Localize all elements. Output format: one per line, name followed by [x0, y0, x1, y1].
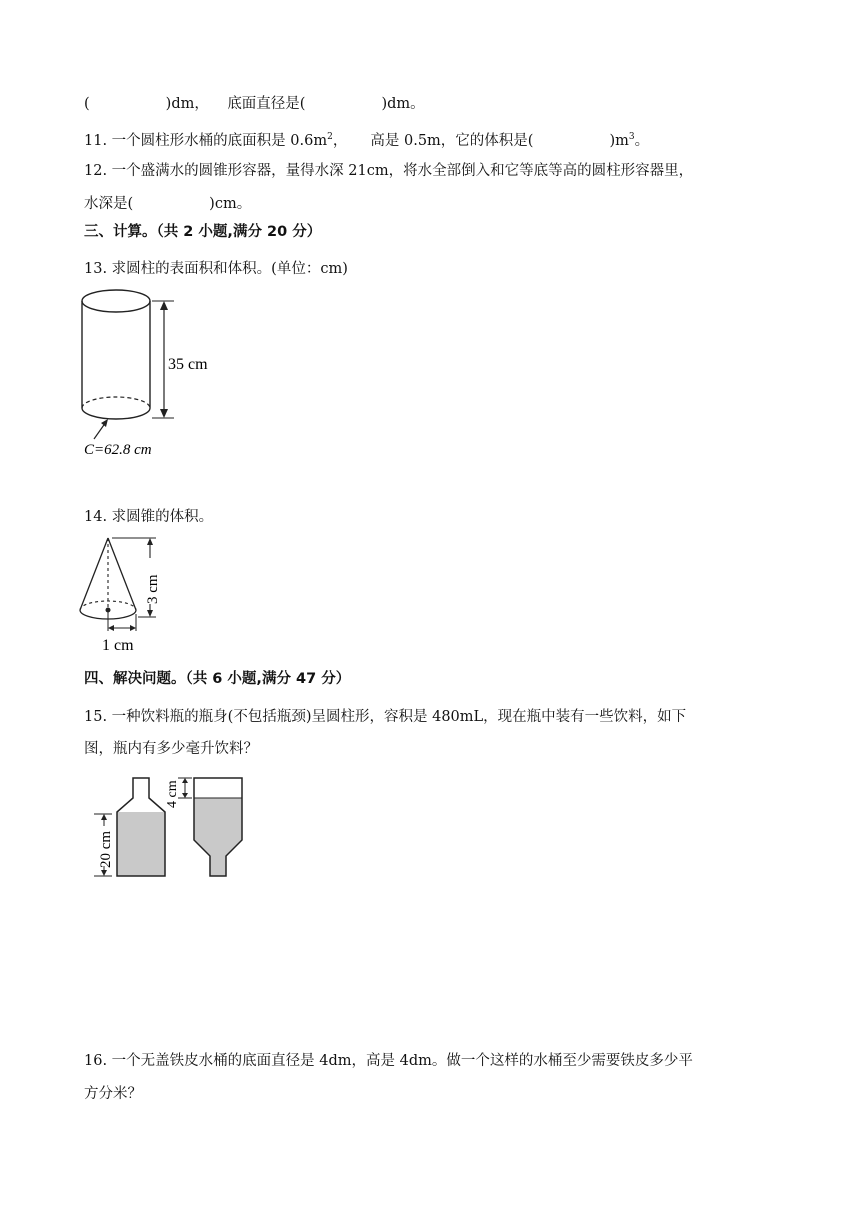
q12-line2-b: )cm。 [209, 196, 252, 212]
cone-height-label: 3 cm [145, 574, 161, 604]
q11-text-d: )m [609, 132, 629, 149]
q14-text: 14. 求圆锥的体积。 [84, 509, 214, 525]
q10-unit2: )dm。 [381, 96, 425, 112]
q10-line [84, 94, 425, 114]
q12-line2 [84, 194, 251, 214]
bottle-figure [84, 772, 254, 882]
q11-line [84, 127, 649, 151]
q13-text: 13. 求圆柱的表面积和体积。(单位：cm) [84, 261, 348, 277]
q11-text-a: 11. 一个圆柱形水桶的底面积是 0.6m [84, 132, 328, 149]
cylinder-circumference-label: C=62.8 cm [84, 442, 152, 458]
cone-figure [72, 532, 182, 657]
q15-line2: 图，瓶内有多少毫升饮料？ [84, 741, 258, 757]
q12-line1: 12. 一个盛满水的圆锥形容器，量得水深 21cm，将水全部倒入和它等底等高的圆柱形容器里， [84, 163, 694, 179]
q10-unit1: )dm， [165, 96, 209, 112]
q10-middle-text: 底面直径是( [227, 96, 306, 112]
q16-line2: 方分米？ [84, 1086, 142, 1102]
section-3-heading: 三、计算。（共 2 小题,满分 20 分） [84, 224, 322, 240]
bottle-air-label: 4 cm [165, 780, 180, 808]
q15-line1: 15. 一种饮料瓶的瓶身(不包括瓶颈)呈圆柱形，容积是 480mL，现在瓶中装有一些饮料，如下 [84, 709, 687, 725]
q10-open-paren: ( [84, 96, 90, 112]
q11-sup-a: 2 [327, 132, 333, 142]
q11-sup-d: 3 [628, 132, 635, 142]
cylinder-figure [70, 282, 230, 462]
q11-text-e: 。 [634, 132, 650, 149]
q16-line1: 16. 一个无盖铁皮水桶的底面直径是 4dm，高是 4dm。做一个这样的水桶至少需要铁皮多少平 [84, 1053, 693, 1069]
cylinder-height-label: 35 cm [168, 356, 208, 373]
section-4-heading: 四、解决问题。（共 6 小题,满分 47 分） [84, 671, 351, 687]
q11-text-c: 高是 0.5m，它的体积是( [370, 132, 534, 149]
bottle-height-label: 20 cm [98, 830, 114, 868]
cone-radius-label: 1 cm [102, 637, 134, 654]
q11-text-b: ， [332, 132, 348, 149]
q12-line2-a: 水深是( [84, 196, 134, 212]
